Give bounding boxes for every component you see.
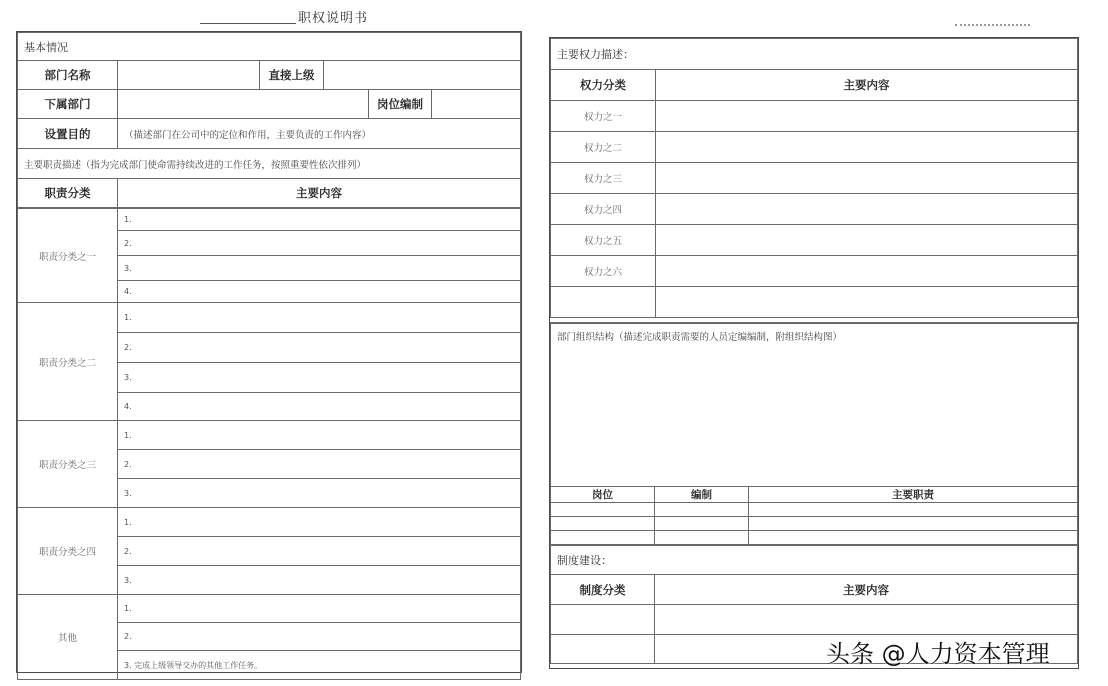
org-table	[550, 323, 1078, 545]
duty-item[interactable]: 1.	[118, 209, 521, 231]
power-content-cell[interactable]	[656, 101, 1078, 132]
power-empty-content[interactable]	[656, 287, 1078, 318]
direct-superior-field[interactable]	[324, 61, 521, 90]
duty-category-header: 职责分类	[18, 179, 118, 208]
staff-cell[interactable]	[749, 517, 1078, 531]
system-cell[interactable]	[551, 635, 655, 664]
duty-item[interactable]: 3. 完成上级领导交办的其他工作任务。	[118, 651, 521, 680]
power-content-cell[interactable]	[656, 256, 1078, 287]
sub-dept-field[interactable]	[118, 90, 369, 119]
duty-category-cell: 职责分类之二	[18, 303, 118, 421]
duty-category-cell: 职责分类之一	[18, 209, 118, 303]
post-quota-label: 岗位编制	[369, 90, 432, 119]
corner-mark	[955, 24, 1030, 31]
power-row	[551, 163, 1078, 194]
power-empty-cell[interactable]	[551, 287, 656, 318]
watermark-text: 头条 @人力资本管理	[826, 640, 1050, 668]
staff-duty-header: 主要职责	[749, 487, 1078, 503]
staff-cell[interactable]	[551, 531, 655, 545]
duty-item[interactable]: 4.	[118, 393, 521, 421]
duties-table	[17, 208, 521, 680]
power-content-cell[interactable]	[656, 163, 1078, 194]
duty-item[interactable]: 3.	[118, 479, 521, 508]
power-row	[551, 101, 1078, 132]
duty-item[interactable]: 1.	[118, 508, 521, 537]
duty-item[interactable]: 1.	[118, 303, 521, 333]
power-category-header: 权力分类	[551, 70, 656, 101]
staff-cell[interactable]	[551, 517, 655, 531]
duty-item[interactable]: 2.	[118, 450, 521, 479]
power-category-cell: 权力之二	[551, 132, 656, 163]
purpose-label: 设置目的	[18, 119, 118, 149]
duty-item[interactable]: 4.	[118, 281, 521, 303]
system-category-header: 制度分类	[551, 575, 655, 605]
duty-row	[18, 508, 521, 537]
staff-cell[interactable]	[749, 531, 1078, 545]
power-table	[550, 38, 1078, 318]
sub-dept-label: 下属部门	[18, 90, 118, 119]
duty-item[interactable]: 2.	[118, 333, 521, 363]
power-row	[551, 256, 1078, 287]
power-category-cell: 权力之六	[551, 256, 656, 287]
duty-item[interactable]: 3.	[118, 566, 521, 595]
basic-section-header: 基本情况	[18, 33, 521, 61]
system-content-header: 主要内容	[655, 575, 1078, 605]
staff-post-header: 岗位	[551, 487, 655, 503]
duty-category-cell: 职责分类之三	[18, 421, 118, 508]
staff-quota-header: 编制	[655, 487, 749, 503]
duties-section-header: 主要职责描述（指为完成部门使命需持续改进的工作任务，按照重要性依次排列）	[18, 149, 521, 179]
power-content-header: 主要内容	[656, 70, 1078, 101]
system-cell[interactable]	[551, 605, 655, 635]
title-underline	[200, 23, 296, 24]
power-category-cell: 权力之五	[551, 225, 656, 256]
power-content-cell[interactable]	[656, 194, 1078, 225]
duty-row	[18, 595, 521, 623]
staff-cell[interactable]	[655, 517, 749, 531]
duty-item[interactable]: 3.	[118, 363, 521, 393]
power-row	[551, 194, 1078, 225]
power-row	[551, 132, 1078, 163]
duty-row	[18, 209, 521, 231]
duty-category-cell: 其他	[18, 595, 118, 680]
direct-superior-label: 直接上级	[260, 61, 324, 90]
staff-cell[interactable]	[655, 503, 749, 517]
right-page	[549, 37, 1079, 669]
duty-item[interactable]: 2.	[118, 537, 521, 566]
duty-row	[18, 303, 521, 333]
staff-cell[interactable]	[655, 531, 749, 545]
duty-row	[18, 421, 521, 450]
staff-cell[interactable]	[551, 503, 655, 517]
duty-item[interactable]: 2.	[118, 231, 521, 256]
purpose-note: （描述部门在公司中的定位和作用，主要负责的工作内容）	[118, 119, 521, 149]
power-content-cell[interactable]	[656, 132, 1078, 163]
power-section-header: 主要权力描述：	[551, 39, 1078, 70]
dept-name-label: 部门名称	[18, 61, 118, 90]
document-title: 职权说明书	[298, 11, 369, 26]
power-content-cell[interactable]	[656, 225, 1078, 256]
org-section-header: 部门组织结构（描述完成职责需要的人员定编编制，附组织结构图）	[551, 324, 1078, 349]
system-section-header: 制度建设：	[551, 546, 1078, 575]
left-page	[16, 31, 522, 673]
system-cell[interactable]	[655, 605, 1078, 635]
staff-cell[interactable]	[749, 503, 1078, 517]
duty-category-cell: 职责分类之四	[18, 508, 118, 595]
basic-info-table	[17, 32, 521, 208]
org-chart-area[interactable]	[551, 349, 1078, 487]
duty-item[interactable]: 2.	[118, 623, 521, 651]
duty-item[interactable]: 1.	[118, 595, 521, 623]
power-category-cell: 权力之四	[551, 194, 656, 225]
power-category-cell: 权力之三	[551, 163, 656, 194]
power-category-cell: 权力之一	[551, 101, 656, 132]
duty-item[interactable]: 3.	[118, 256, 521, 281]
post-quota-field[interactable]	[432, 90, 521, 119]
duty-item[interactable]: 1.	[118, 421, 521, 450]
dept-name-field[interactable]	[118, 61, 260, 90]
duty-content-header: 主要内容	[118, 179, 521, 208]
power-row	[551, 225, 1078, 256]
